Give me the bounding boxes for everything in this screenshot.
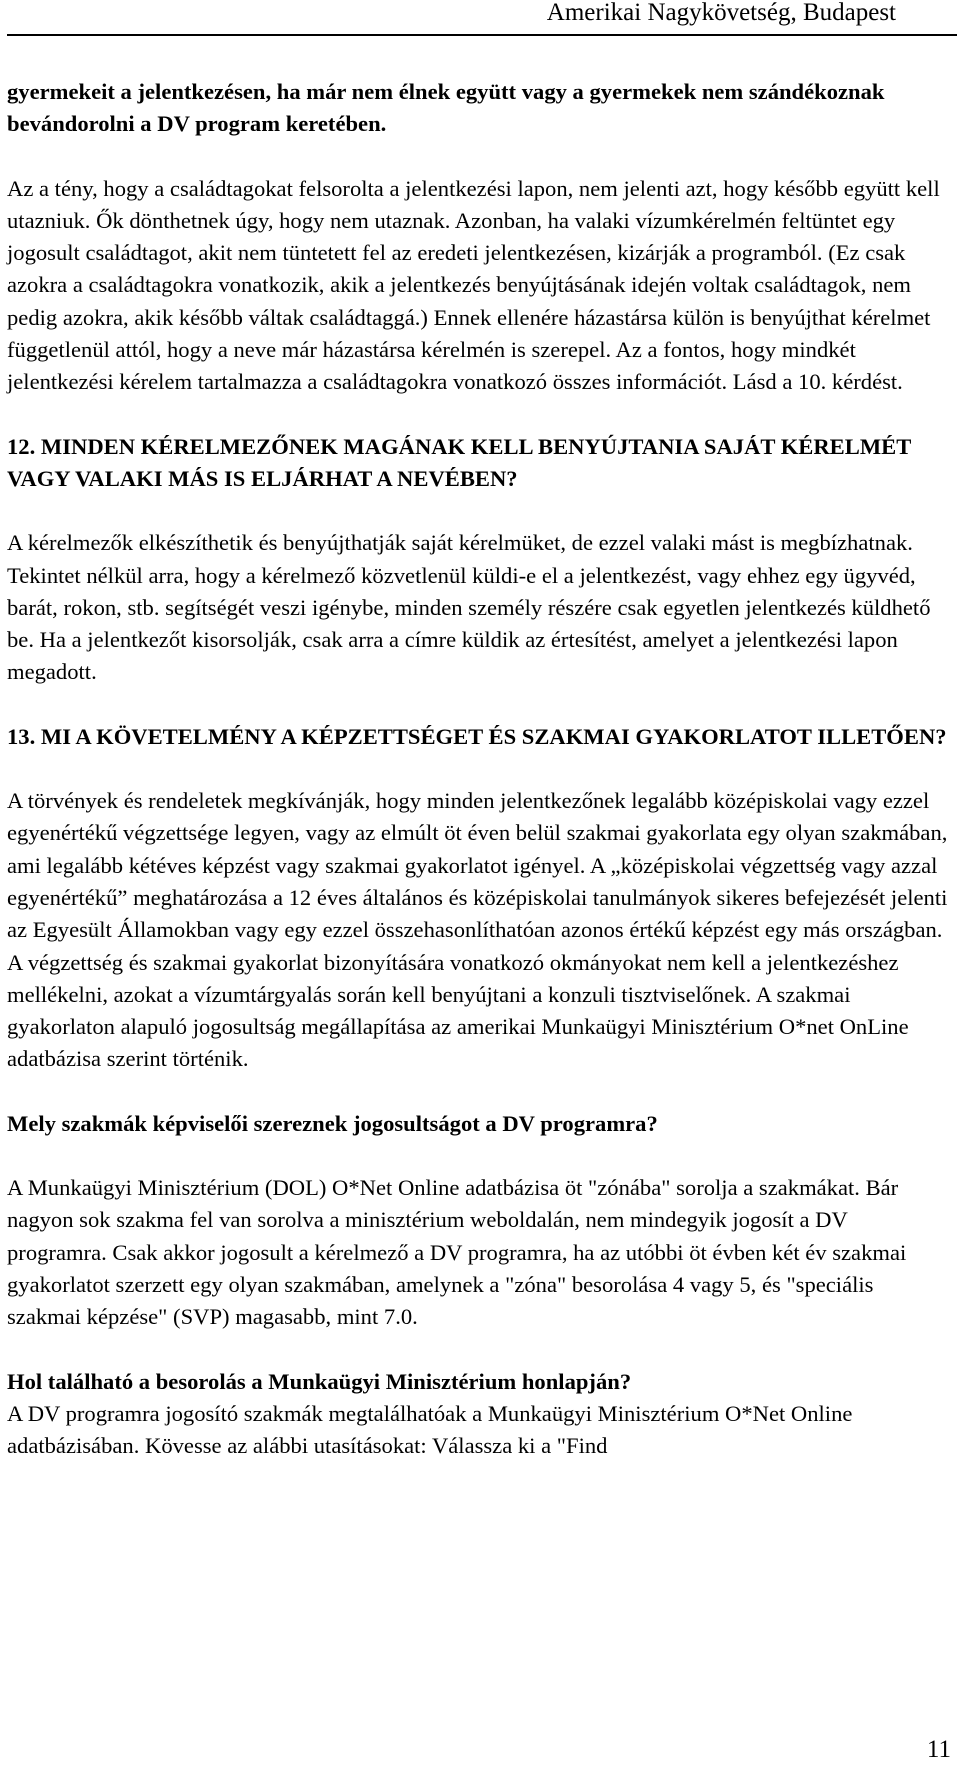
paragraph-family-members: Az a tény, hogy a családtagokat felsorolta a jelentkezési lapon, nem jelenti azt, hogy később együtt kell utazniuk. Ők dönthetnek úgy, hogy nem utaznak. Azonban, ha valaki vízumkérelmén feltüntet egy jogosult családtagot, akit nem tüntetett fel az eredeti jelentkezésen, kizárják a programból. (Ez csak azokra a családtagokra vonatkozik, akik a jelentkezés benyújtásának idején voltak családtagok, nem pedig azokra, akik később váltak családtaggá.) Ennek ellenére házastársa külön is benyújthat kérelmet függetlenül attól, hogy a neve már házastársa kérelmén is szerepel. Az a fontos, hogy mindkét jelentkezési kérelem tartalmazza a családtagokra vonatkozó összes információt. Lásd a 10. kérdést. <box>7 175 940 395</box>
subheading-occupations: Mely szakmák képviselői szereznek jogosultságot a DV programra? <box>7 1110 658 1136</box>
header-divider <box>7 34 957 36</box>
intro-bold-paragraph: gyermekeit a jelentkezésen, ha már nem élnek együtt vagy a gyermekek nem szándékoznak bevándorolni a DV program keretében. <box>7 79 885 137</box>
section-heading-13: 13. MI A KÖVETELMÉNY A KÉPZETTSÉGET ÉS SZAKMAI GYAKORLATOT ILLETŐEN? <box>7 723 947 749</box>
page-number: 11 <box>926 1736 951 1763</box>
paragraph-onet-instructions: A DV programra jogosító szakmák megtalálhatóak a Munkaügyi Minisztérium O*Net Online adatbázisában. Kövesse az alábbi utasításokat: Válassza ki a "Find <box>7 1400 853 1459</box>
section-heading-12: 12. MINDEN KÉRELMEZŐNEK MAGÁNAK KELL BENYÚJTANIA SAJÁT KÉRELMÉT VAGY VALAKI MÁS IS ELJÁRHAT A NEVÉBEN? <box>7 433 911 491</box>
subheading-where-find: Hol található a besorolás a Munkaügyi Minisztérium honlapján? <box>7 1368 632 1394</box>
document-body <box>7 76 952 1462</box>
paragraph-education-requirements: A törvények és rendeletek megkívánják, hogy minden jelentkezőnek legalább középiskolai vagy ezzel egyenértékű végzettsége legyen, vagy az elmúlt öt éven belül szakmai gyakorlata egy olyan szakmában, ami legalább kétéves képzést vagy szakmai gyakorlatot igényel. A „középiskolai végzettség vagy azzal egyenértékű” meghatározása a 12 éves általános és középiskolai tanulmányok sikeres befejezését jelenti az Egyesült Államokban vagy egy ezzel összehasonlíthatóan azonos értékű képzést egy más országban. A végzettség és szakmai gyakorlat bizonyítására vonatkozó okmányokat nem kell a jelentkezéshez mellékelni, azokat a vízumtárgyalás során kell benyújtani a konzuli tisztviselőnek. A szakmai gyakorlaton alapuló jogosultság megállapítása az amerikai Munkaügyi Minisztérium O*net OnLine adatbázisa szerint történik. <box>7 788 948 1072</box>
paragraph-applicants: A kérelmezők elkészíthetik és benyújthatják saját kérelmüket, de ezzel valaki mást is megbízhatnak. Tekintet nélkül arra, hogy a kérelmező közvetlenül küldi-e el a jelentkezést, vagy ehhez egy ügyvéd, barát, rokon, stb. segítségét veszi igénybe, minden személy részére csak egyetlen jelentkezés küldhető be. Ha a jelentkezőt kisorsolják, csak arra a címre küldik az értesítést, amelyet a jelentkezési lapon megadott. <box>7 530 931 685</box>
page-header-title: Amerikai Nagykövetség, Budapest <box>546 0 896 26</box>
paragraph-dol-zones: A Munkaügyi Minisztérium (DOL) O*Net Online adatbázisa öt "zónába" sorolja a szakmákat. Bár nagyon sok szakma fel van sorolva a minisztérium weboldalán, nem mindegyik jogosít a DV programra. Csak akkor jogosult a kérelmező a DV programra, ha az utóbbi öt évben két év szakmai gyakorlatot szerzett egy olyan szakmában, amelynek a "zóna" besorolása 4 vagy 5, és "speciális szakmai képzése" (SVP) magasabb, mint 7.0. <box>7 1175 907 1330</box>
